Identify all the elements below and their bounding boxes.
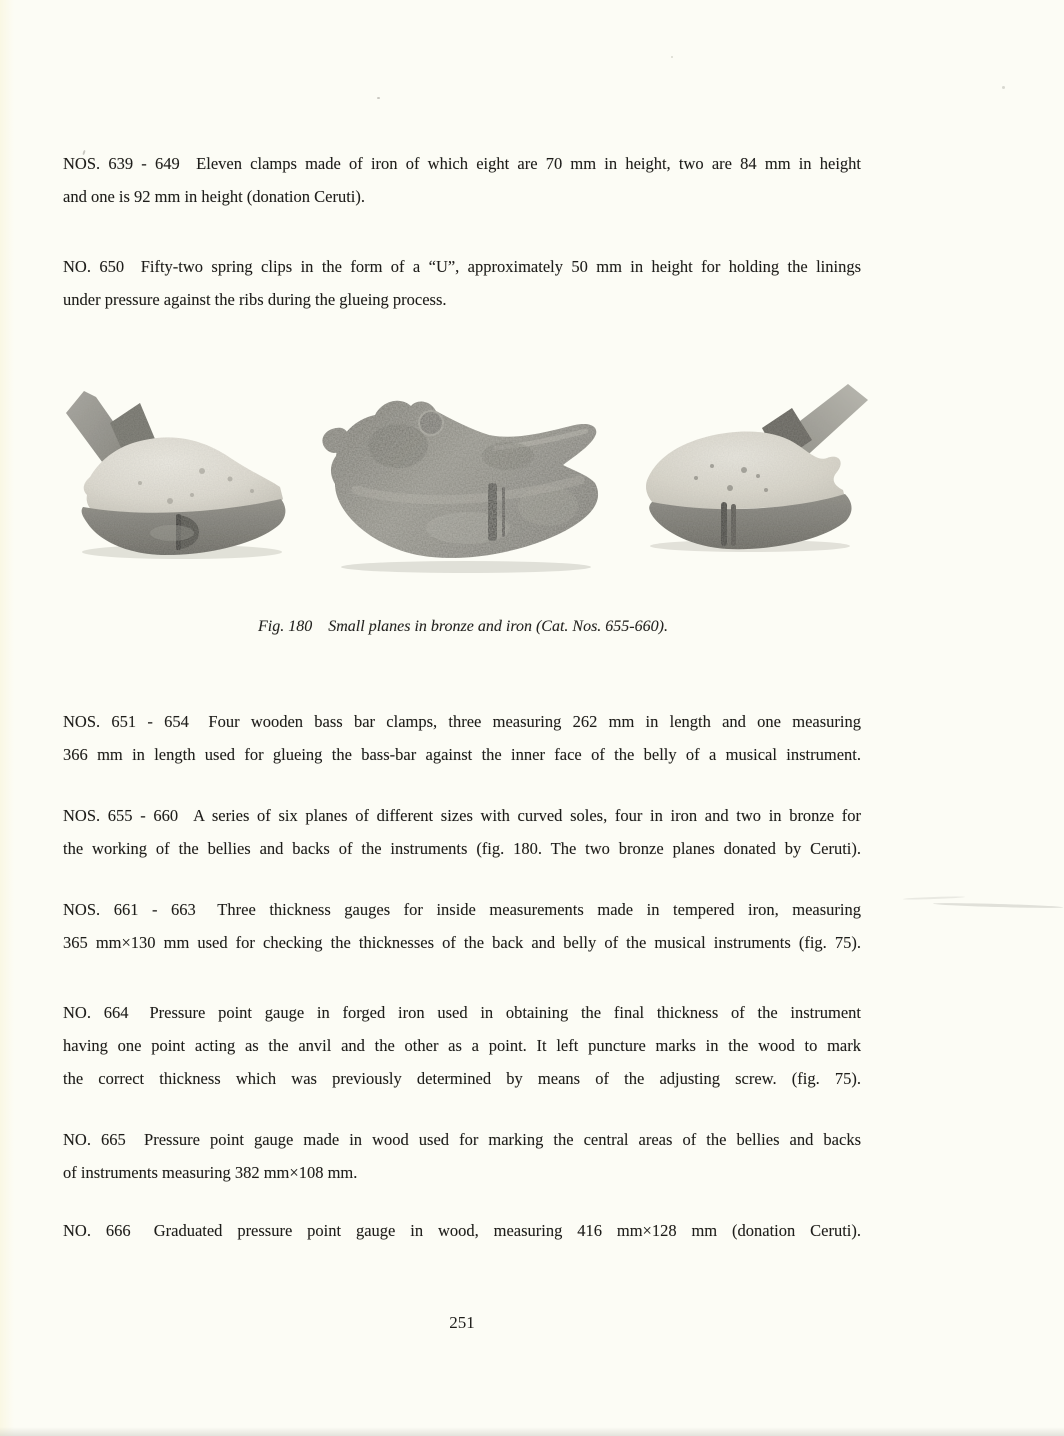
catalog-entry-no-665 <box>63 1123 861 1189</box>
page-number: 251 <box>449 1313 475 1332</box>
text-line: NO. 650 Fifty-two spring clips in the form of a “U”, approximately 50 mm in height for holding the linings <box>63 257 861 276</box>
scan-edge-shadow <box>0 1427 1064 1436</box>
scan-artifact <box>903 896 965 900</box>
text-line: having one point acting as the anvil and the other as a point. It left puncture marks in the wood to mark <box>63 1036 861 1055</box>
catalog-number: NOS. 655 - 660 <box>63 806 179 825</box>
text-line: NOS. 661 - 663 Three thickness gauges for inside measurements made in tempered iron, measuring <box>63 900 861 919</box>
text-line: NO. 665 Pressure point gauge made in wood used for marking the central areas of the bellies and backs <box>63 1130 861 1149</box>
catalog-number: NO. 650 <box>63 257 125 276</box>
scan-artifact <box>1002 86 1005 89</box>
text-line: of instruments measuring 382 mm×108 mm. <box>63 1163 358 1182</box>
catalog-number: NOS. 661 - 663 <box>63 900 196 919</box>
photo-small-plane-right <box>626 374 878 556</box>
catalog-entry-no-650 <box>63 250 861 316</box>
wear-patch <box>426 512 510 544</box>
text-line: 366 mm in length used for glueing the bass-bar against the inner face of the belly of a musical instrument. <box>63 745 861 764</box>
text-line: NOS. 639 - 649 Eleven clamps made of iron of which eight are 70 mm in height, two are 84 mm in height <box>63 154 861 173</box>
catalog-entry-no-664 <box>63 996 861 1095</box>
catalog-number: NO. 666 <box>63 1221 131 1240</box>
photo-small-plane-center <box>318 386 608 576</box>
catalog-number: NOS. 651 - 654 <box>63 712 189 731</box>
text-line: 365 mm×130 mm used for checking the thicknesses of the back and belly of the musical instruments (fig. 75). <box>63 933 861 952</box>
catalog-entry-nos-661-663 <box>63 893 861 959</box>
text-line: and one is 92 mm in height (donation Ceruti). <box>63 187 365 206</box>
plane-knob <box>419 411 443 435</box>
scan-edge-tint <box>0 0 14 1436</box>
photo-shadow <box>341 561 591 573</box>
catalog-entry-nos-655-660 <box>63 799 861 865</box>
catalog-entry-no-666 <box>63 1214 861 1247</box>
blade-slot-line <box>502 487 505 537</box>
sole-highlight <box>150 525 194 541</box>
text-line: NOS. 655 - 660 A series of six planes of different sizes with curved soles, four in iron and two in bronze for <box>63 806 861 825</box>
catalog-entry-nos-639-649 <box>63 147 861 213</box>
catalog-number: NO. 665 <box>63 1130 126 1149</box>
catalog-entry-nos-651-654 <box>63 705 861 771</box>
dark-patch <box>482 442 534 470</box>
text-line: the working of the bellies and backs of the instruments (fig. 180. The two bronze planes donated by Ceruti). <box>63 839 861 858</box>
text-line: NOS. 651 - 654 Four wooden bass bar clamps, three measuring 262 mm in length and one measuring <box>63 712 861 731</box>
scan-artifact <box>933 902 1063 909</box>
catalog-number: NO. 664 <box>63 1003 129 1022</box>
text-line: NO. 666 Graduated pressure point gauge in wood, measuring 416 mm×128 mm (donation Ceruti). <box>63 1221 861 1240</box>
scan-artifact <box>671 56 673 58</box>
text-line: the correct thickness which was previously determined by means of the adjusting screw. (fig. 75). <box>63 1069 861 1088</box>
text-line: under pressure against the ribs during the glueing process. <box>63 290 447 309</box>
scan-artifact <box>377 97 380 99</box>
wear-patch <box>518 486 578 526</box>
blade-slot <box>488 483 497 541</box>
text-line: NO. 664 Pressure point gauge in forged iron used in obtaining the final thickness of the instrument <box>63 1003 861 1022</box>
figure-caption: Fig. 180 Small planes in bronze and iron (Cat. Nos. 655-660). <box>258 618 668 635</box>
dark-patch <box>368 424 428 468</box>
photo-small-plane-left <box>52 383 287 563</box>
catalog-number: NOS. 639 - 649 <box>63 154 180 173</box>
